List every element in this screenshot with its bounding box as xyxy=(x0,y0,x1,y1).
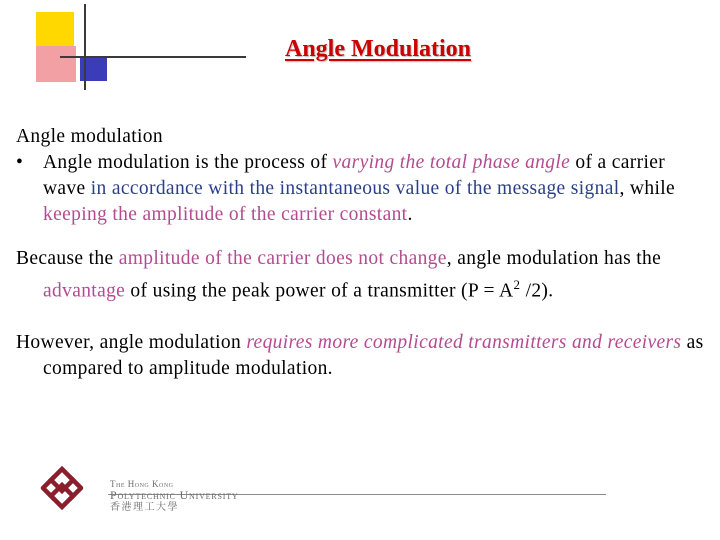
emphasis-complex-transmitters: requires more complicated transmitters and receivers xyxy=(246,331,682,353)
bullet-text: of a carrier wave xyxy=(43,152,666,199)
para-text: However, angle modulation xyxy=(16,331,247,353)
university-wordmark xyxy=(110,480,238,513)
bullet-marker: • xyxy=(16,152,24,173)
para-text: as compared to amplitude modulation. xyxy=(43,331,704,379)
slide-body xyxy=(16,124,706,382)
bullet-text: , while xyxy=(619,178,675,199)
emphasis-amplitude-unchanged: amplitude of the carrier does not change xyxy=(118,248,447,269)
paragraph-drawback xyxy=(16,330,706,382)
university-name-line1: The Hong Kong xyxy=(110,479,174,489)
bullet-text: . xyxy=(407,204,413,225)
para-text: , angle modulation has the xyxy=(446,248,662,269)
bullet-point xyxy=(16,150,706,228)
bullet-text: Angle modulation is the process of xyxy=(43,152,333,173)
university-logo-icon xyxy=(40,466,84,510)
emphasis-phase-angle: varying the total phase angle xyxy=(332,152,571,173)
university-name-chinese: 香港理工大學 xyxy=(110,502,179,513)
para-text: /2). xyxy=(520,280,554,302)
emphasis-amplitude-constant: keeping the amplitude of the carrier constant xyxy=(43,204,408,225)
superscript-exponent: 2 xyxy=(513,277,521,292)
emphasis-message-signal: in accordance with the instantaneous value of the message signal xyxy=(90,178,620,199)
para-text: Because the xyxy=(16,248,119,269)
section-heading: Angle modulation xyxy=(16,126,163,147)
university-name-line2: Polytechnic University xyxy=(110,488,239,502)
paragraph-advantage xyxy=(16,246,706,305)
emphasis-advantage: advantage xyxy=(43,280,126,302)
slide-title: Angle Modulation xyxy=(284,36,472,62)
para-text: of using the peak power of a transmitter (P = A xyxy=(125,280,514,302)
